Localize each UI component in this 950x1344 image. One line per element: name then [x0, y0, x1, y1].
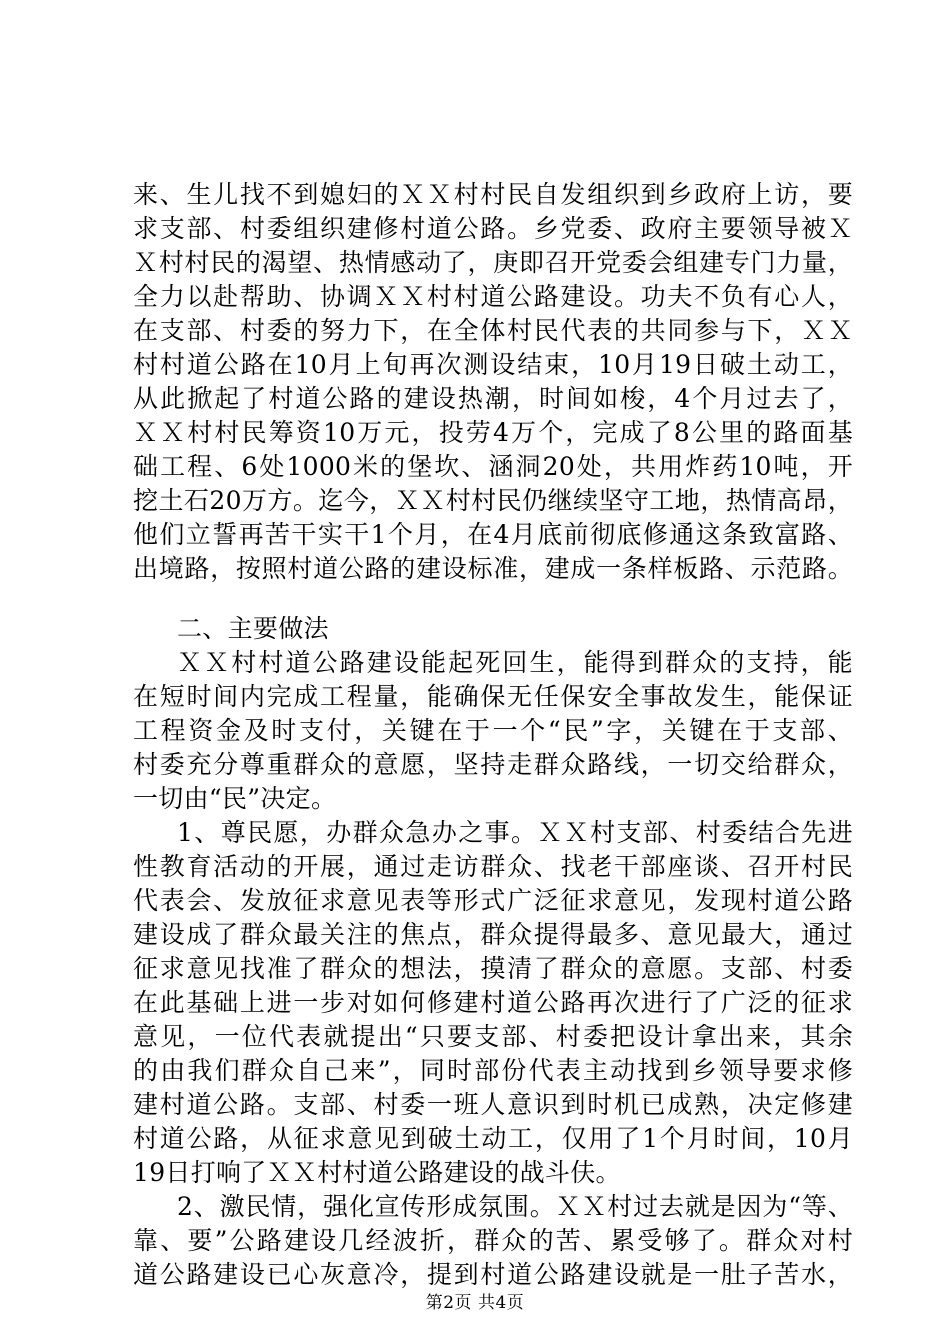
- text-line: 代表会、发放征求意见表等形式广泛征求意见，发现村道公路: [133, 886, 853, 915]
- text-line: 2、激民情，强化宣传形成氛围。ＸＸ村过去就是因为“等、: [177, 1192, 853, 1221]
- text-line: 一切由“民”决定。: [133, 784, 337, 813]
- text-line: 来、生儿找不到媳妇的ＸＸ村村民自发组织到乡政府上访，要: [133, 180, 853, 209]
- text-line: 村委充分尊重群众的意愿，坚持走群众路线，一切交给群众，: [133, 750, 853, 779]
- text-line: 挖土石20万方。迄今，ＸＸ村村民仍继续坚守工地，热情高昂，: [133, 486, 853, 515]
- text-line: 在此基础上进一步对如何修建村道公路再次进行了广泛的征求: [133, 988, 853, 1017]
- text-line: 道公路建设已心灰意冷，提到村道公路建设就是一肚子苦水，: [133, 1260, 853, 1289]
- text-line: 建村道公路。支部、村委一班人意识到时机已成熟，决定修建: [133, 1090, 853, 1119]
- text-line: 在支部、村委的努力下，在全体村民代表的共同参与下，ＸＸ: [133, 316, 853, 345]
- text-line: 村道公路，从征求意见到破土动工，仅用了1个月时间，10月: [133, 1124, 853, 1153]
- section-heading: 二、主要做法: [177, 614, 329, 643]
- text-line: 意见，一位代表就提出“只要支部、村委把设计拿出来，其余: [133, 1022, 853, 1051]
- text-line: 出境路，按照村道公路的建设标准，建成一条样板路、示范路。: [133, 554, 853, 583]
- text-line: 建设成了群众最关注的焦点，群众提得最多、意见最大，通过: [133, 920, 853, 949]
- text-line: 靠、要”公路建设几经波折，群众的苦、累受够了。群众对村: [133, 1226, 853, 1255]
- text-line: 1、尊民愿，办群众急办之事。ＸＸ村支部、村委结合先进: [177, 818, 853, 847]
- text-line: 征求意见找准了群众的想法，摸清了群众的意愿。支部、村委: [133, 954, 853, 983]
- text-line: 性教育活动的开展，通过走访群众、找老干部座谈、召开村民: [133, 852, 853, 881]
- text-line: 的由我们群众自己来”，同时部份代表主动找到乡领导要求修: [133, 1056, 853, 1085]
- text-line: 础工程、6处1000米的堡坎、涵洞20处，共用炸药10吨，开: [133, 452, 853, 481]
- text-line: 工程资金及时支付，关键在于一个“民”字，关键在于支部、: [133, 716, 853, 745]
- text-line: ＸＸ村村道公路建设能起死回生，能得到群众的支持，能: [177, 648, 853, 677]
- text-line: 从此掀起了村道公路的建设热潮，时间如梭，4个月过去了，: [133, 384, 853, 413]
- text-line: 19日打响了ＸＸ村村道公路建设的战斗伕。: [133, 1158, 621, 1187]
- text-line: Ｘ村村民的渴望、热情感动了，庚即召开党委会组建专门力量，: [133, 248, 853, 277]
- page-number-footer: 第2页 共4页: [425, 1293, 525, 1313]
- text-line: 村村道公路在10月上旬再次测设结束，10月19日破土动工，: [133, 350, 853, 379]
- text-line: 他们立誓再苦干实干1个月，在4月底前彻底修通这条致富路、: [133, 520, 853, 549]
- text-line: 求支部、村委组织建修村道公路。乡党委、政府主要领导被Ｘ: [133, 214, 853, 243]
- text-line: 全力以赴帮助、协调ＸＸ村村道公路建设。功夫不负有心人，: [133, 282, 853, 311]
- text-line: 在短时间内完成工程量，能确保无任保安全事故发生，能保证: [133, 682, 853, 711]
- text-line: ＸＸ村村民筹资10万元，投劳4万个，完成了8公里的路面基: [133, 418, 853, 447]
